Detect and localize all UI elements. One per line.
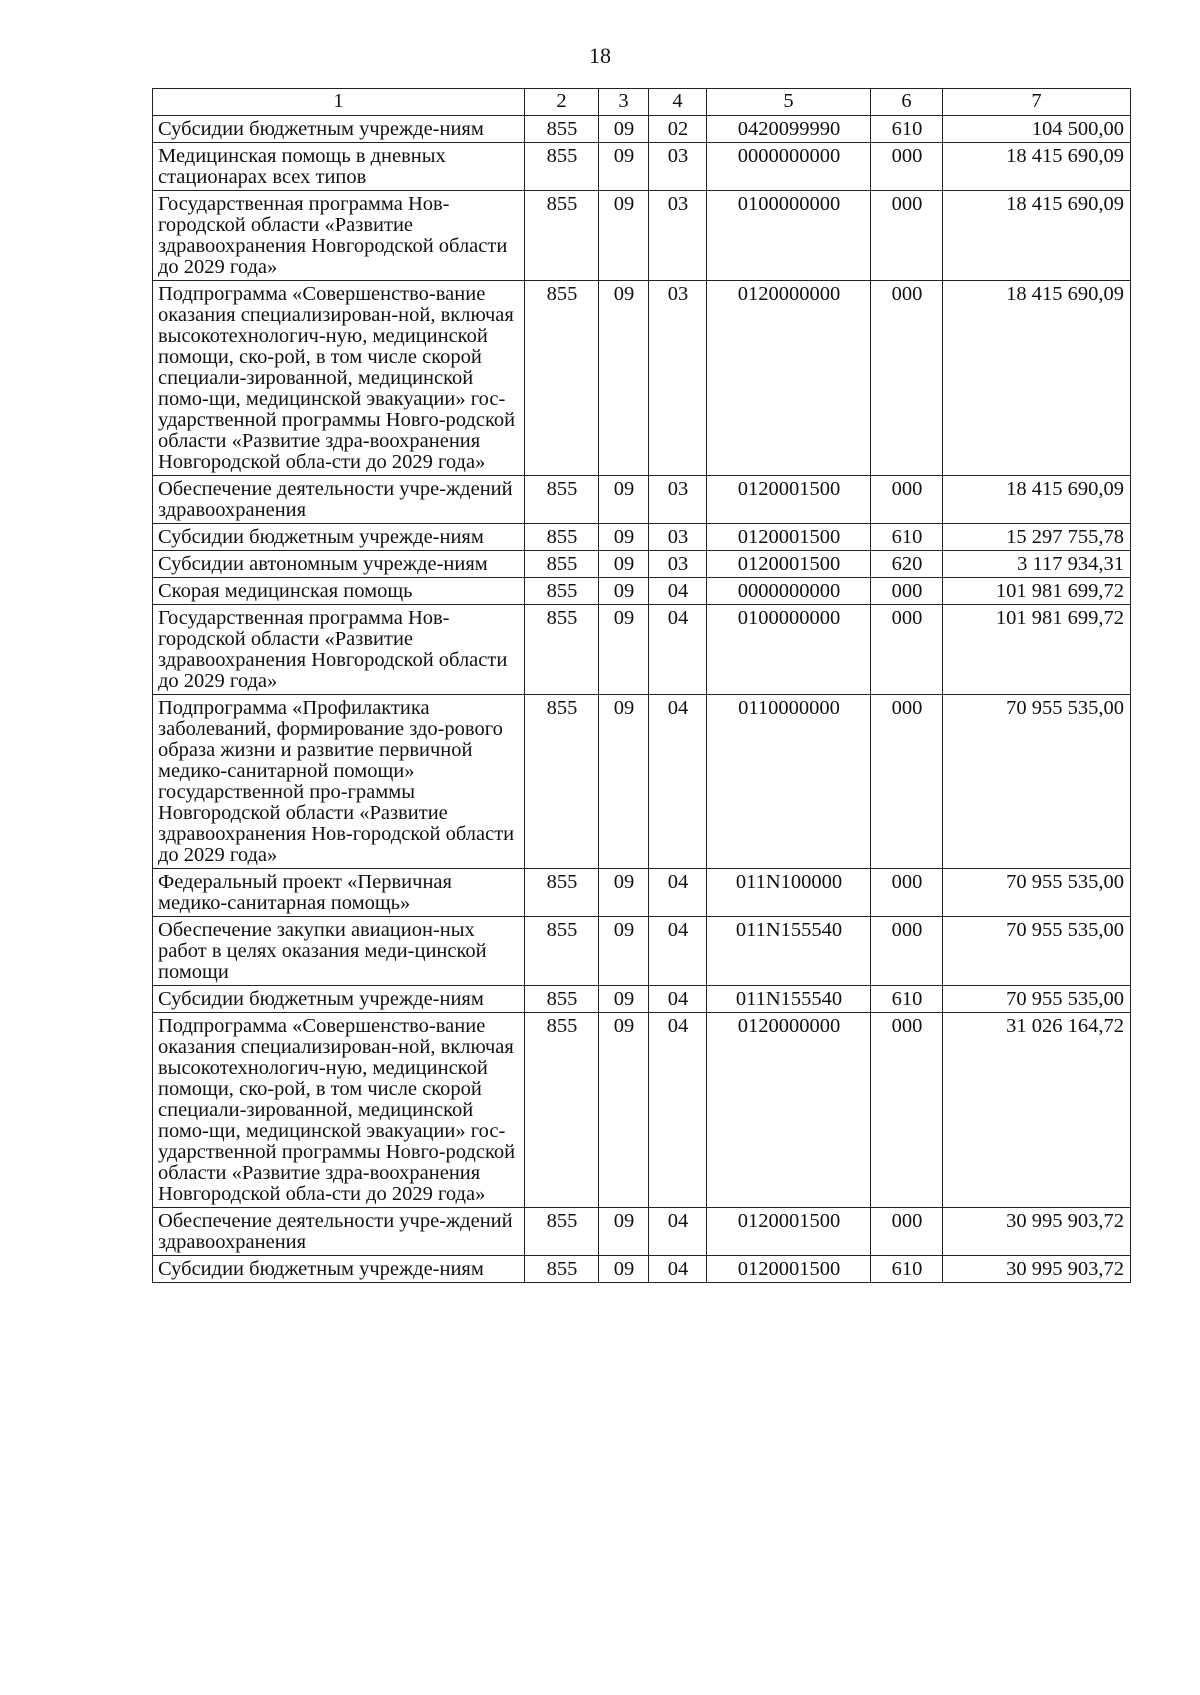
subsection-code: 04 (649, 917, 707, 986)
table-row (153, 281, 1131, 476)
amount: 70 955 535,00 (943, 917, 1131, 986)
subsection-code: 03 (649, 524, 707, 551)
item-name: Обеспечение деятельности учре-ждений здравоохранения (153, 1208, 525, 1256)
target-article-code: 011N155540 (707, 986, 871, 1013)
column-number-4: 4 (649, 89, 707, 116)
subsection-code: 04 (649, 869, 707, 917)
subsection-code: 04 (649, 695, 707, 869)
target-article-code: 0000000000 (707, 143, 871, 191)
ministry-code: 855 (525, 869, 599, 917)
section-code: 09 (599, 869, 649, 917)
column-number-5: 5 (707, 89, 871, 116)
target-article-code: 0000000000 (707, 578, 871, 605)
item-name: Подпрограмма «Профилактика заболеваний, формирование здо-рового образа жизни и развитие первичной медико-санитарной помощи» государственной про-граммы Новгородской области «Развитие здравоохранения Нов-городской области до 2029 года» (153, 695, 525, 869)
section-code: 09 (599, 605, 649, 695)
target-article-code: 0120001500 (707, 1208, 871, 1256)
ministry-code: 855 (525, 605, 599, 695)
item-name: Субсидии бюджетным учрежде-ниям (153, 116, 525, 143)
subsection-code: 03 (649, 281, 707, 476)
column-number-3: 3 (599, 89, 649, 116)
section-code: 09 (599, 191, 649, 281)
table-row (153, 143, 1131, 191)
subsection-code: 03 (649, 476, 707, 524)
amount: 30 995 903,72 (943, 1256, 1131, 1283)
table-row (153, 695, 1131, 869)
expense-type-code: 000 (871, 143, 943, 191)
expense-type-code: 000 (871, 695, 943, 869)
section-code: 09 (599, 578, 649, 605)
expense-type-code: 620 (871, 551, 943, 578)
subsection-code: 03 (649, 551, 707, 578)
section-code: 09 (599, 143, 649, 191)
expense-type-code: 610 (871, 116, 943, 143)
expense-type-code: 610 (871, 1256, 943, 1283)
column-number-1: 1 (153, 89, 525, 116)
expense-type-code: 610 (871, 986, 943, 1013)
ministry-code: 855 (525, 986, 599, 1013)
target-article-code: 0120001500 (707, 551, 871, 578)
item-name: Государственная программа Нов-городской области «Развитие здравоохранения Новгородской области до 2029 года» (153, 191, 525, 281)
ministry-code: 855 (525, 551, 599, 578)
item-name: Федеральный проект «Первичная медико-санитарная помощь» (153, 869, 525, 917)
amount: 31 026 164,72 (943, 1013, 1131, 1208)
target-article-code: 0120000000 (707, 281, 871, 476)
budget-table (152, 88, 1131, 1283)
subsection-code: 04 (649, 986, 707, 1013)
subsection-code: 03 (649, 191, 707, 281)
target-article-code: 0120001500 (707, 476, 871, 524)
item-name: Скорая медицинская помощь (153, 578, 525, 605)
ministry-code: 855 (525, 917, 599, 986)
subsection-code: 04 (649, 578, 707, 605)
target-article-code: 0120001500 (707, 524, 871, 551)
ministry-code: 855 (525, 524, 599, 551)
amount: 70 955 535,00 (943, 986, 1131, 1013)
expense-type-code: 000 (871, 281, 943, 476)
target-article-code: 011N155540 (707, 917, 871, 986)
page-number: 18 (589, 43, 611, 68)
amount: 15 297 755,78 (943, 524, 1131, 551)
ministry-code: 855 (525, 281, 599, 476)
ministry-code: 855 (525, 695, 599, 869)
amount: 70 955 535,00 (943, 695, 1131, 869)
section-code: 09 (599, 281, 649, 476)
target-article-code: 0420099990 (707, 116, 871, 143)
target-article-code: 0100000000 (707, 605, 871, 695)
amount: 18 415 690,09 (943, 281, 1131, 476)
amount: 18 415 690,09 (943, 143, 1131, 191)
section-code: 09 (599, 1256, 649, 1283)
target-article-code: 0120000000 (707, 1013, 871, 1208)
section-code: 09 (599, 695, 649, 869)
table-row (153, 917, 1131, 986)
ministry-code: 855 (525, 578, 599, 605)
section-code: 09 (599, 116, 649, 143)
item-name: Субсидии автономным учрежде-ниям (153, 551, 525, 578)
expense-type-code: 000 (871, 578, 943, 605)
expense-type-code: 000 (871, 476, 943, 524)
table-row (153, 605, 1131, 695)
item-name: Подпрограмма «Совершенство-вание оказания специализирован-ной, включая высокотехнологич-ную, медицинской помощи, ско-рой, в том числе скорой специали-зированной, медицинской помо-щи, медицинской эвакуации» гос-ударственной программы Новго-родской области «Развитие здра-воохранения Новгородской обла-сти до 2029 года» (153, 1013, 525, 1208)
section-code: 09 (599, 917, 649, 986)
item-name: Подпрограмма «Совершенство-вание оказания специализирован-ной, включая высокотехнологич-ную, медицинской помощи, ско-рой, в том числе скорой специали-зированной, медицинской помо-щи, медицинской эвакуации» гос-ударственной программы Новго-родской области «Развитие здра-воохранения Новгородской обла-сти до 2029 года» (153, 281, 525, 476)
target-article-code: 0110000000 (707, 695, 871, 869)
section-code: 09 (599, 551, 649, 578)
amount: 30 995 903,72 (943, 1208, 1131, 1256)
ministry-code: 855 (525, 191, 599, 281)
item-name: Государственная программа Нов-городской области «Развитие здравоохранения Новгородской области до 2029 года» (153, 605, 525, 695)
table-row (153, 1013, 1131, 1208)
expense-type-code: 000 (871, 869, 943, 917)
item-name: Субсидии бюджетным учрежде-ниям (153, 524, 525, 551)
ministry-code: 855 (525, 143, 599, 191)
item-name: Медицинская помощь в дневных стационарах всех типов (153, 143, 525, 191)
ministry-code: 855 (525, 1256, 599, 1283)
section-code: 09 (599, 476, 649, 524)
expense-type-code: 000 (871, 917, 943, 986)
table-row (153, 524, 1131, 551)
target-article-code: 0100000000 (707, 191, 871, 281)
subsection-code: 04 (649, 1256, 707, 1283)
subsection-code: 04 (649, 1208, 707, 1256)
ministry-code: 855 (525, 116, 599, 143)
section-code: 09 (599, 1013, 649, 1208)
table-row (153, 986, 1131, 1013)
column-number-7: 7 (943, 89, 1131, 116)
ministry-code: 855 (525, 1013, 599, 1208)
subsection-code: 04 (649, 605, 707, 695)
ministry-code: 855 (525, 1208, 599, 1256)
table-row (153, 869, 1131, 917)
item-name: Субсидии бюджетным учрежде-ниям (153, 986, 525, 1013)
table-header-row (153, 89, 1131, 116)
table-row (153, 578, 1131, 605)
amount: 101 981 699,72 (943, 605, 1131, 695)
amount: 18 415 690,09 (943, 191, 1131, 281)
expense-type-code: 610 (871, 524, 943, 551)
expense-type-code: 000 (871, 605, 943, 695)
amount: 18 415 690,09 (943, 476, 1131, 524)
item-name: Субсидии бюджетным учрежде-ниям (153, 1256, 525, 1283)
table-row (153, 1208, 1131, 1256)
ministry-code: 855 (525, 476, 599, 524)
column-number-2: 2 (525, 89, 599, 116)
subsection-code: 02 (649, 116, 707, 143)
item-name: Обеспечение закупки авиацион-ных работ в целях оказания меди-цинской помощи (153, 917, 525, 986)
target-article-code: 011N100000 (707, 869, 871, 917)
subsection-code: 03 (649, 143, 707, 191)
item-name: Обеспечение деятельности учре-ждений здравоохранения (153, 476, 525, 524)
subsection-code: 04 (649, 1013, 707, 1208)
table-row (153, 476, 1131, 524)
target-article-code: 0120001500 (707, 1256, 871, 1283)
section-code: 09 (599, 524, 649, 551)
column-number-6: 6 (871, 89, 943, 116)
expense-type-code: 000 (871, 1208, 943, 1256)
table-row (153, 1256, 1131, 1283)
section-code: 09 (599, 1208, 649, 1256)
expense-type-code: 000 (871, 191, 943, 281)
section-code: 09 (599, 986, 649, 1013)
table-row (153, 191, 1131, 281)
expense-type-code: 000 (871, 1013, 943, 1208)
table-row (153, 551, 1131, 578)
amount: 104 500,00 (943, 116, 1131, 143)
amount: 3 117 934,31 (943, 551, 1131, 578)
table-row (153, 116, 1131, 143)
amount: 70 955 535,00 (943, 869, 1131, 917)
amount: 101 981 699,72 (943, 578, 1131, 605)
